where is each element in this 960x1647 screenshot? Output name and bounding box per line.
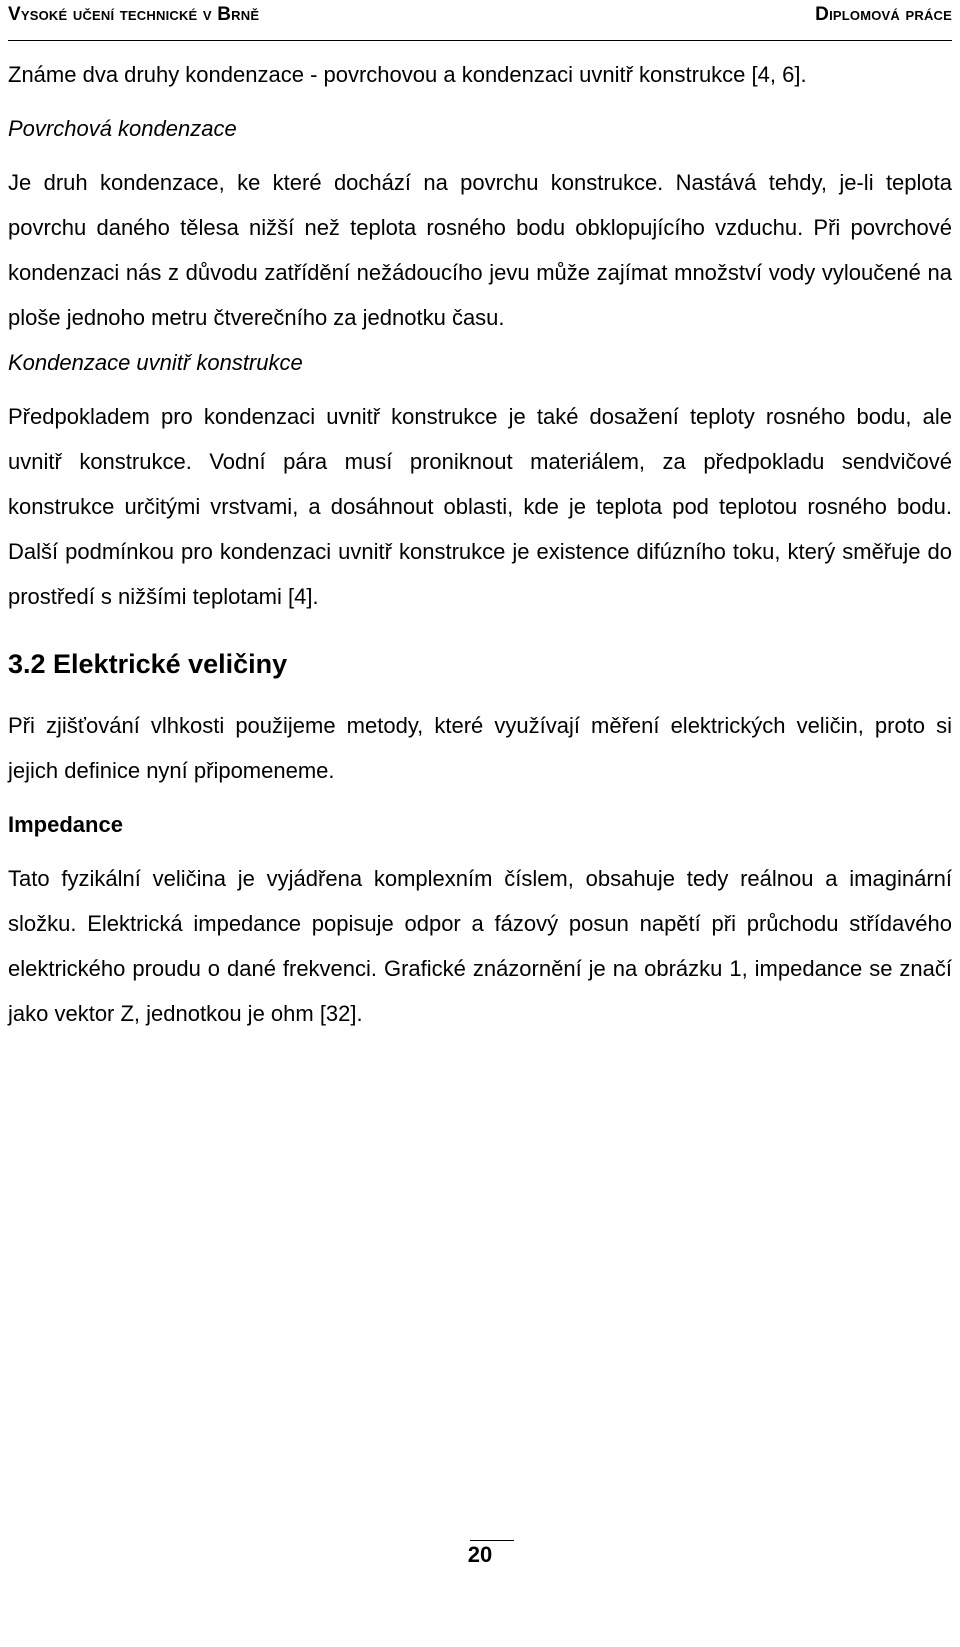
subheading-surface-condensation: Povrchová kondenzace [8, 116, 237, 141]
header-institution: Vysoké učení technické v Brně [8, 4, 260, 25]
running-header [8, 0, 952, 41]
header-document-type: Diplomová práce [815, 4, 952, 25]
paragraph-condensation-types: Známe dva druhy kondenzace - povrchovou a kondenzaci uvnitř konstrukce [4, 6]. [8, 62, 807, 87]
paragraph-internal-condensation: Předpokladem pro kondenzaci uvnitř konstrukce je také dosažení teploty rosného bodu, ale uvnitř konstrukce. Vodní pára musí proniknout materiálem, za předpokladu sendvičové konstrukce určitými vrstvami, a dosáhnout oblasti, kde je teplota pod teplotou rosného bodu. Další podmínkou pro kondenzaci uvnitř konstrukce je existence difúzního toku, který směřuje do prostředí s nižšími teplotami [4]. [8, 404, 952, 609]
paragraph-impedance: Tato fyzikální veličina je vyjádřena komplexním číslem, obsahuje tedy reálnou a imaginární složku. Elektrická impedance popisuje odpor a fázový posun napětí při průchodu střídavého elektrického proudu o dané frekvenci. Grafické znázornění je na obrázku 1, impedance se značí jako vektor Z, jednotkou je ohm [32]. [8, 866, 952, 1026]
page-number: 20 [467, 1542, 493, 1567]
subheading-internal-condensation: Kondenzace uvnitř konstrukce [8, 350, 303, 375]
paragraph-surface-condensation: Je druh kondenzace, ke které dochází na povrchu konstrukce. Nastává tehdy, je-li teplota povrchu daného tělesa nižší než teplota rosného bodu obklopujícího vzduchu. Při povrchové kondenzaci nás z důvodu zatřídění nežádoucího jevu může zajímat množství vody vyloučené na ploše jednoho metru čtverečního za jednotku času. [8, 170, 952, 330]
subheading-impedance: Impedance [8, 812, 123, 837]
section-heading: 3.2 Elektrické veličiny [8, 649, 288, 679]
page-body [8, 52, 952, 1036]
paragraph-electrical-quantities: Při zjišťování vlhkosti použijeme metody, které využívají měření elektrických veličin, proto si jejich definice nyní připomeneme. [8, 713, 952, 783]
